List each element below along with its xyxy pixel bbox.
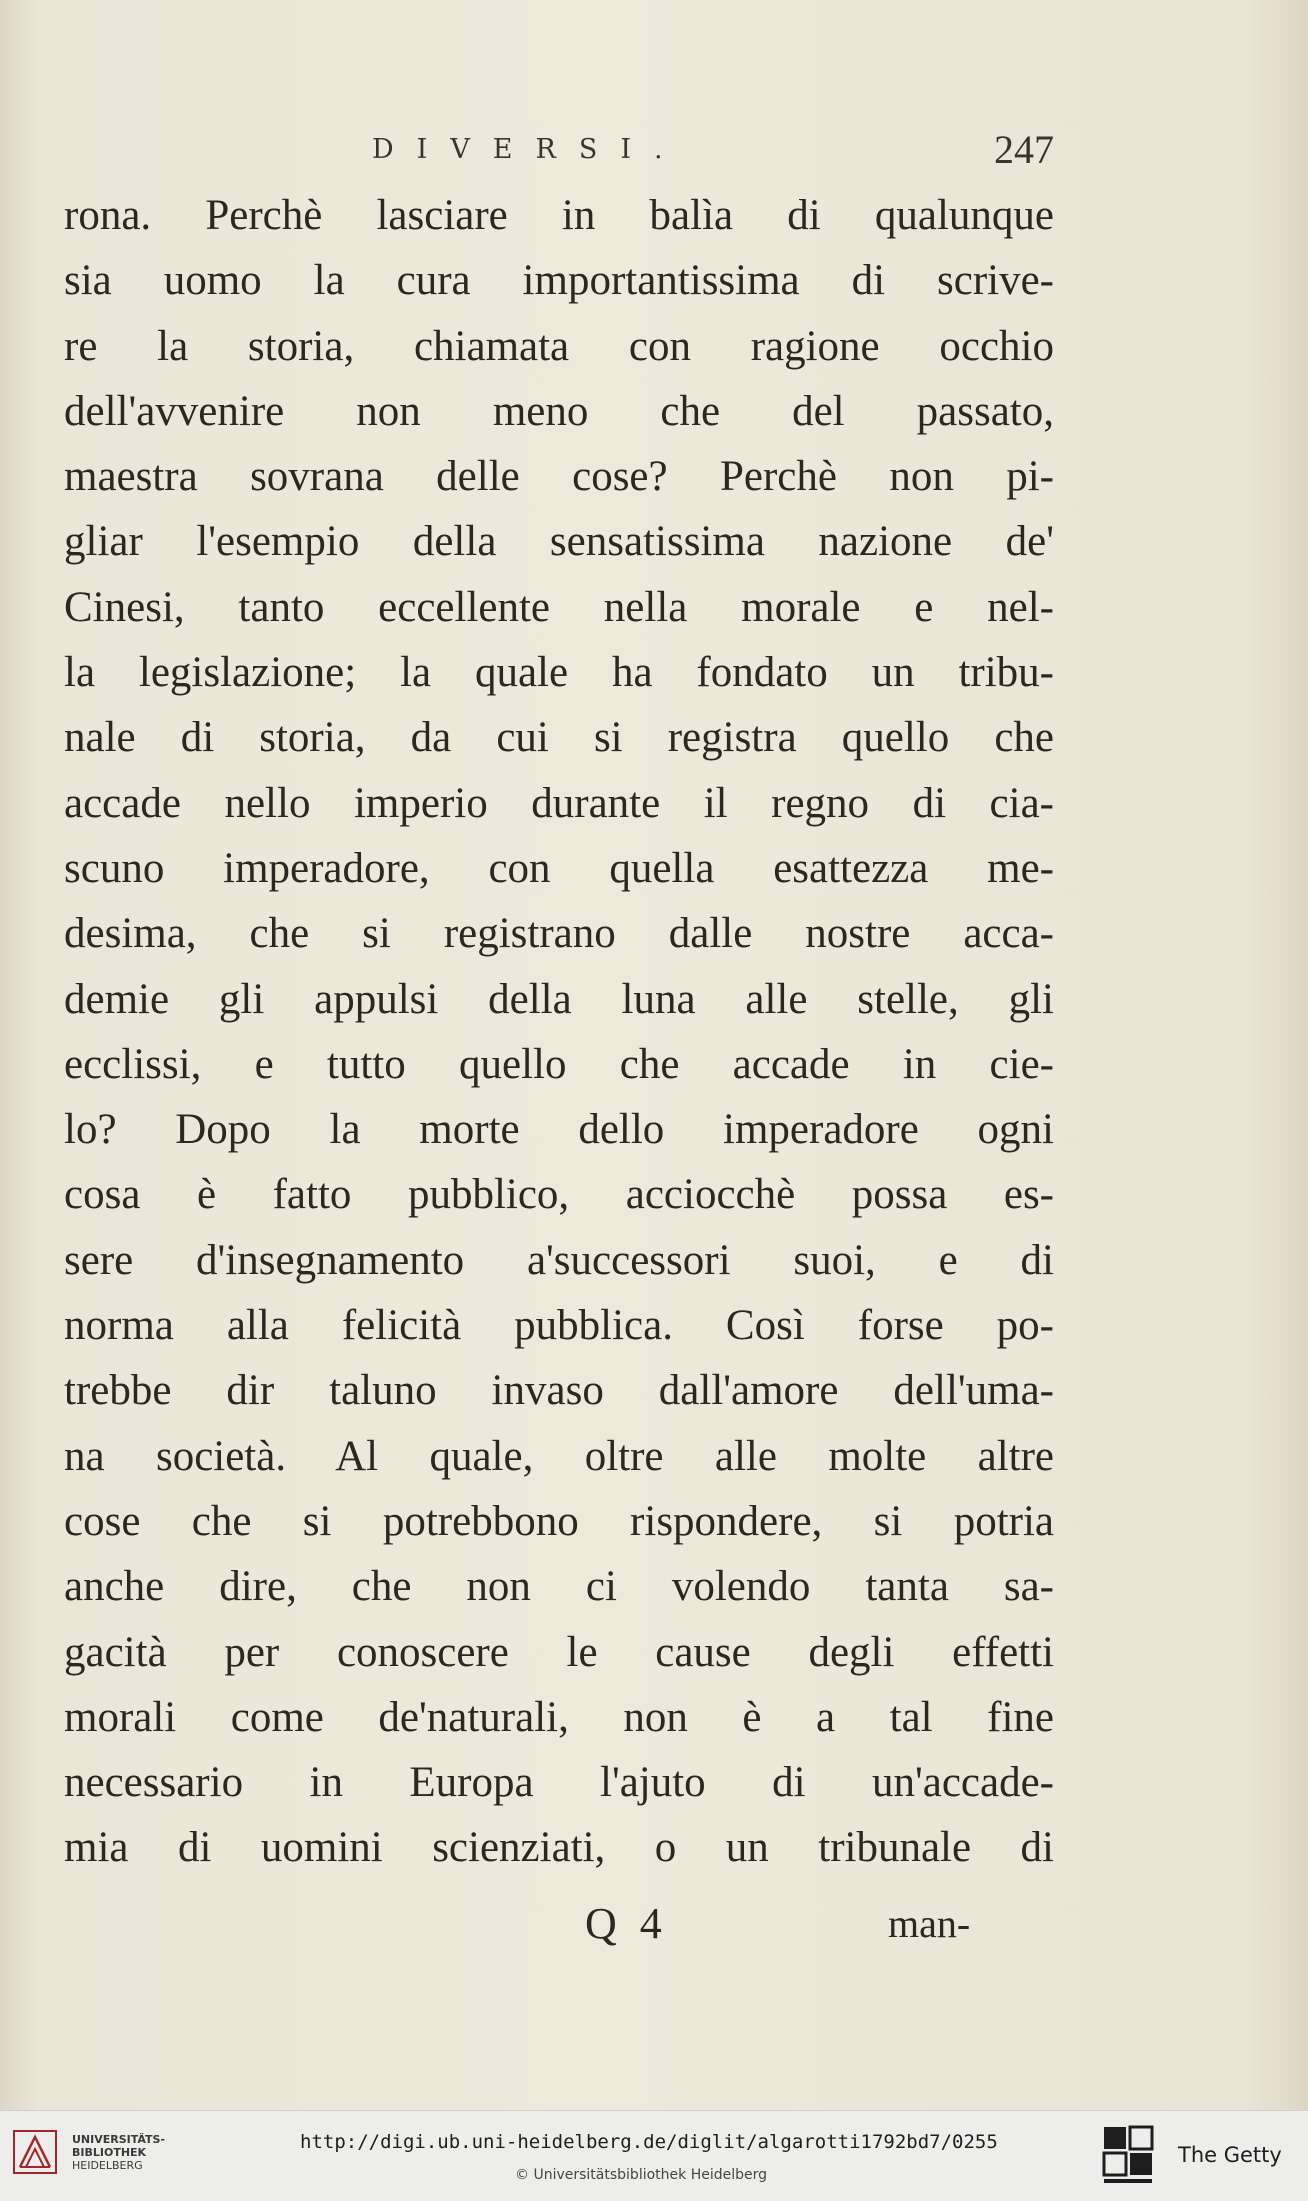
text-line: cosa è fatto pubblico, acciocchè possa es- bbox=[64, 1171, 1054, 1219]
text-line: re la storia, chiamata con ragione occhio bbox=[64, 322, 1054, 370]
text-line: sere d'insegnamento a'successori suoi, e di bbox=[64, 1236, 1054, 1284]
footer-bar bbox=[0, 2110, 1308, 2201]
body-text bbox=[64, 183, 1054, 1881]
text-line: accade nello imperio durante il regno di cia- bbox=[64, 779, 1054, 827]
text-line: na società. Al quale, oltre alle molte altre bbox=[64, 1432, 1054, 1480]
text-line: dell'avvenire non meno che del passato, bbox=[64, 387, 1054, 435]
text-line: nale di storia, da cui si registra quello che bbox=[64, 714, 1054, 762]
text-line: rona. Perchè lasciare in balìa di qualunque bbox=[64, 192, 1054, 239]
text-line: scuno imperadore, con quella esattezza me- bbox=[64, 844, 1054, 892]
text-line: gliar l'esempio della sensatissima nazione de' bbox=[64, 518, 1054, 566]
library-name-line: HEIDELBERG bbox=[72, 2159, 143, 2172]
text-line: morali come de'naturali, non è a tal fine bbox=[64, 1693, 1054, 1741]
text-line: maestra sovrana delle cose? Perchè non pi- bbox=[64, 453, 1054, 501]
signature-mark: Q 4 bbox=[585, 1899, 668, 1948]
partner-name: The Getty bbox=[1178, 2143, 1282, 2167]
text-line: Cinesi, tanto eccellente nella morale e nel- bbox=[64, 583, 1054, 631]
text-line: lo? Dopo la morte dello imperadore ogni bbox=[64, 1106, 1054, 1154]
text-line: cose che si potrebbono rispondere, si potria bbox=[64, 1497, 1054, 1545]
copyright-notice: © Universitätsbibliothek Heidelberg bbox=[515, 2167, 768, 2183]
running-head bbox=[372, 126, 1242, 176]
running-title: DIVERSI. bbox=[372, 134, 686, 165]
text-line: trebbe dir taluno invaso dall'amore dell'uma- bbox=[64, 1367, 1054, 1415]
text-line: mia di uomini scienziati, o un tribunale di bbox=[64, 1824, 1054, 1872]
text-line: necessario in Europa l'ajuto di un'accade- bbox=[64, 1759, 1054, 1807]
library-name bbox=[72, 2133, 165, 2172]
text-line: anche dire, che non ci volendo tanta sa- bbox=[64, 1563, 1054, 1611]
text-line: demie gli appulsi della luna alle stelle, gli bbox=[64, 975, 1054, 1023]
signature-row bbox=[0, 1898, 1308, 1958]
text-line: gacità per conoscere le cause degli effetti bbox=[64, 1628, 1054, 1676]
text-line: sia uomo la cura importantissima di scrive- bbox=[64, 257, 1054, 305]
text-line: ecclissi, e tutto quello che accade in cie- bbox=[64, 1040, 1054, 1088]
permalink-url[interactable]: http://digi.ub.uni-heidelberg.de/diglit/algarotti1792bd7/0255 bbox=[300, 2131, 998, 2153]
text-line: desima, che si registrano dalle nostre acca- bbox=[64, 910, 1054, 958]
library-name-line: UNIVERSITÄTS- bbox=[72, 2133, 166, 2146]
getty-logo-icon bbox=[1102, 2125, 1154, 2187]
page-number: 247 bbox=[994, 127, 1054, 172]
catchword: man- bbox=[888, 1901, 971, 1946]
ub-heidelberg-logo-icon bbox=[12, 2129, 58, 2175]
text-line: norma alla felicità pubblica. Così forse po- bbox=[64, 1302, 1054, 1350]
text-line: la legislazione; la quale ha fondato un tribu- bbox=[64, 649, 1054, 697]
library-name-line: BIBLIOTHEK bbox=[72, 2146, 147, 2159]
